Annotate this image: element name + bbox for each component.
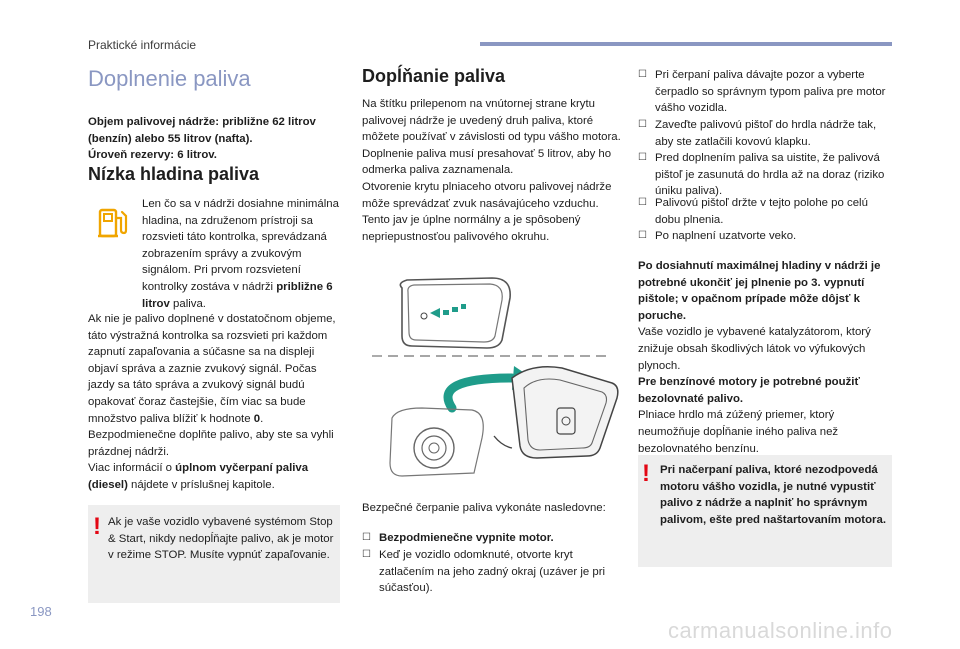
header-rule xyxy=(480,42,892,46)
checkbox-icon: ☐ xyxy=(638,230,647,241)
more-info-link-text: úplnom vyčerpaní paliva (diesel) xyxy=(88,462,309,491)
refueling-heading: Dopĺňanie paliva xyxy=(362,66,506,86)
checkbox-icon: ☐ xyxy=(362,549,371,560)
max-fill-text: Po dosiahnutí maximálnej hladiny v nádrži je potrebné ukončiť jej plnenie po 3. vypnutí pištole; v opačnom prípade môže dôjsť k poruche. xyxy=(638,260,881,322)
step-choose-pump-text: Pri čerpaní paliva dávajte pozor a vyberte čerpadlo so správnym typom paliva pre motor vášho vozidla. xyxy=(655,69,886,115)
catalyst-text: Vaše vozidlo je vybavené katalyzátorom, ktorý znižuje obsah škodlivých látok vo výfukových plynoch. xyxy=(638,326,871,372)
step-insert-nozzle-text: Zaveďte palivovú pištoľ do hrdla nádrže tak, aby ste zatlačili kovovú klapku. xyxy=(655,119,877,148)
fuel-flap-illustration xyxy=(362,268,622,490)
low-fuel-body-text: Ak nie je palivo doplnené v dostatočnom objeme, táto výstražná kontrolka sa rozsvieti pri každom zapnutí zapaľovania a súčasne sa na displeji objaví správa a zaznie zvukový signál. Počas jazdy sa táto správa a zvukový signál budú opakovať čoraz častejšie, čím viac sa bude množstvo paliva blížiť k hodnote xyxy=(88,313,336,425)
low-fuel-body-text-2: . Bezpodmienečne doplňte palivo, aby ste sa vyhli prázdnej nádrži. xyxy=(88,412,334,458)
section-label: Praktické informácie xyxy=(88,38,197,52)
tank-specs xyxy=(88,114,338,164)
step-open-flap-text: Keď je vozidlo odomknuté, otvorte kryt zatlačením na jeho zadný okraj (uzáver je pri súčasťou). xyxy=(379,549,606,595)
low-fuel-body xyxy=(88,311,340,494)
reserve-level: Úroveň rezervy: 6 litrov. xyxy=(88,149,217,162)
checkbox-icon: ☐ xyxy=(362,532,371,543)
watermark: carmanualsonline.info xyxy=(668,618,893,643)
low-fuel-intro xyxy=(142,196,340,312)
low-fuel-intro-text: Len čo sa v nádrži dosiahne minimálna hladina, na združenom prístroji sa rozsvieti táto kontrolka, sprevádzaná zobrazením správy a zvukovým signálom. Pri prvom rozsvietení kontrolky zostáva v nádrži xyxy=(142,198,339,293)
checkbox-icon: ☐ xyxy=(638,69,647,80)
wrong-fuel-warning-text: Pri načerpaní paliva, ktoré nezodpovedá motoru vášho vozidla, je nutné vypustiť palivo z nádrže a naplniť ho správnym palivom, ešte pred naštartovaním motora. xyxy=(660,464,886,526)
low-fuel-heading: Nízka hladina paliva xyxy=(88,164,260,184)
step-close-flap-text: Po naplnení uzatvorte veko. xyxy=(655,230,797,242)
step-stop-engine-text: Bezpodmienečne vypnite motor. xyxy=(379,532,554,544)
checkbox-icon: ☐ xyxy=(638,197,647,208)
stop-start-warning-text: Ak je vaše vozidlo vybavené systémom Stop & Start, nikdy nedopĺňajte palivo, ak je motor v režime STOP. Musíte vypnúť zapaľovanie. xyxy=(108,516,334,562)
reserve-amount: približne 6 litrov xyxy=(142,280,333,310)
tank-capacity: Objem palivovej nádrže: približne 62 litrov (benzín) alebo 55 litrov (nafta). xyxy=(88,116,316,145)
max-fill-info xyxy=(638,258,892,457)
warning-icon: ! xyxy=(93,513,101,540)
refueling-body: Na štítku prilepenom na vnútornej strane krytu palivovej nádrže je uvedený druh paliva, ktoré môžete používať v závislosti od typu vášho motora. Doplnenie paliva musí presahovať 5 litrov, aby ho odmerka paliva zaznamenala. Otvorenie krytu plniaceho otvoru palivovej nádrže môže sprevádzať zvuk nasávajúceho vzduchu. Tento jav je úplne normálny a je spôsobený nepriepustnosťou palivového okruhu. xyxy=(362,98,621,243)
unleaded-text: Plniace hrdlo má zúžený priemer, ktorý neumožňuje dopĺňanie iného paliva než bezolovnatého benzínu. xyxy=(638,409,839,455)
checkbox-icon: ☐ xyxy=(638,119,647,130)
checkbox-icon: ☐ xyxy=(638,152,647,163)
fuel-pump-icon xyxy=(95,204,131,240)
safe-refuel-intro: Bezpečné čerpanie paliva vykonáte nasledovne: xyxy=(362,502,606,514)
more-info-end: nájdete v príslušnej kapitole. xyxy=(127,478,275,491)
step-check-nozzle-text: Pred doplnením paliva sa uistite, že palivová pištoľ je zasunutá do hrdla až na doraz (riziko úniku paliva). xyxy=(655,152,885,198)
warning-icon: ! xyxy=(642,460,650,487)
step-hold-nozzle-text: Palivovú pištoľ držte v tejto polohe po celú dobu plnenia. xyxy=(655,197,868,226)
low-fuel-intro-end: paliva. xyxy=(169,297,206,310)
more-info-text: Viac informácií o xyxy=(88,462,176,475)
unleaded-heading: Pre benzínové motory je potrebné použiť bezolovnaté palivo. xyxy=(638,376,860,405)
zero-value: 0 xyxy=(253,412,261,425)
page-title: Doplnenie paliva xyxy=(88,66,251,91)
page-number: 198 xyxy=(30,604,52,619)
